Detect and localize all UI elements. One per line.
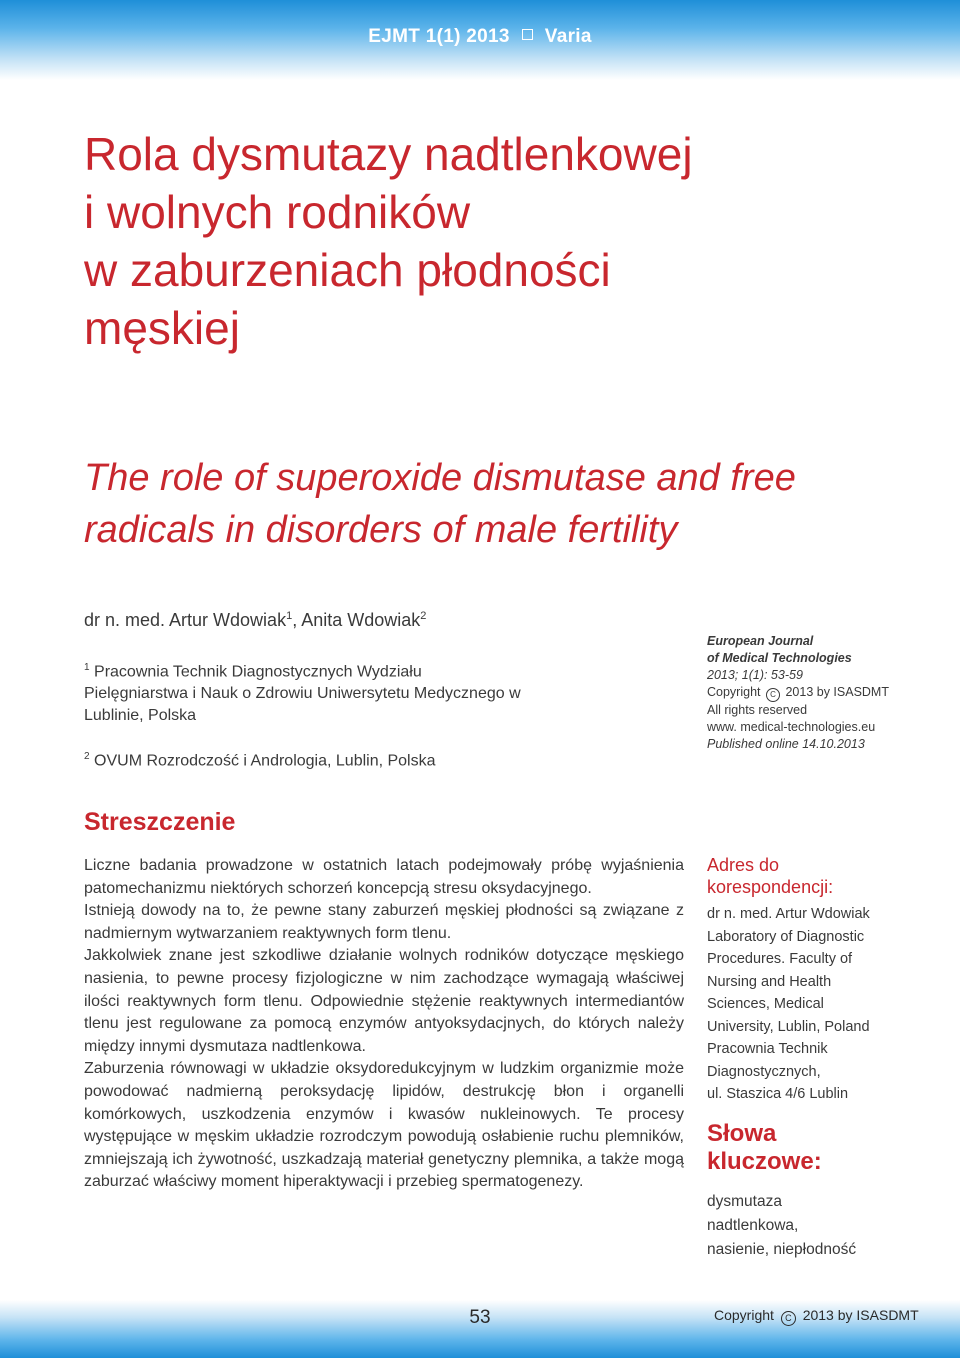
keyword-line: nadtlenkowa, xyxy=(707,1216,799,1234)
keywords-heading xyxy=(707,1120,907,1176)
section-name: Varia xyxy=(544,26,592,47)
keyword-line: nasienie, niepłodność xyxy=(707,1240,857,1258)
affiliation-2 xyxy=(84,751,436,770)
journal-issue: EJMT 1(1) 2013 xyxy=(368,26,510,47)
copyright-icon: C xyxy=(766,688,780,702)
article-subtitle xyxy=(84,452,904,556)
copyright-holder: 2013 by ISASDMT xyxy=(785,685,889,699)
abstract-paragraph: Jakkolwiek znane jest szkodliwe działanie wolnych rodników dotyczące męskiego nasienia, to pewne procesy fizjologiczne w nim zachodzące wymagają właściwej ilości reaktywnych form tlenu. Odpowiednie stężenie reaktywnych intermediantów tlenu jest regulowane za pomocą enzymów antyoksydacjnych, do których należy między innymi dysmutaza nadtlenkowa. xyxy=(84,947,684,1055)
affiliation-text: OVUM Rozrodczość i Andrologia, Lublin, Polska xyxy=(94,752,436,770)
address-line: Nursing and Health xyxy=(707,973,832,990)
address-line: University, Lublin, Poland xyxy=(707,1018,870,1035)
square-separator-icon xyxy=(522,29,533,40)
author-list xyxy=(84,610,426,631)
copyright-icon: C xyxy=(781,1311,796,1326)
copyright-holder: 2013 by ISASDMT xyxy=(802,1307,919,1323)
sidebar xyxy=(707,854,907,1262)
keywords-heading-line: kluczowe: xyxy=(707,1147,822,1175)
author-first: dr n. med. Artur Wdowiak xyxy=(84,610,287,630)
address-line: Pracownia Technik xyxy=(707,1041,828,1057)
copyright-word: Copyright xyxy=(707,685,761,699)
author-first-sup: 1 xyxy=(286,610,293,622)
correspondence-address xyxy=(707,903,907,1106)
address-line: Sciences, Medical xyxy=(707,996,824,1012)
abstract-body xyxy=(84,855,684,1194)
affiliation-number: 1 xyxy=(84,662,90,673)
affiliation-1 xyxy=(84,657,524,727)
address-line: dr n. med. Artur Wdowiak xyxy=(707,906,870,922)
abstract-paragraph: Istnieją dowody na to, że pewne stany zaburzeń męskiej płodności są związane z nadmiernym wytwarzaniem reaktywnych form tlenu. xyxy=(84,902,684,942)
address-line: Diagnostycznych, xyxy=(707,1063,821,1080)
journal-website: www. medical-technologies.eu xyxy=(707,720,876,734)
keywords-heading-line: Słowa xyxy=(707,1119,777,1147)
address-line: ul. Staszica 4/6 Lublin xyxy=(707,1086,849,1102)
copyright-word: Copyright xyxy=(714,1307,774,1323)
journal-citation: 2013; 1(1): 53-59 xyxy=(707,668,803,682)
author-second-sup: 2 xyxy=(420,610,427,622)
affiliation-text: Pracownia Technik Diagnostycznych Wydziału Pielęgniarstwa i Nauk o Zdrowiu Uniwersytetu Medycznego w Lublinie, Polska xyxy=(84,663,521,725)
journal-name-line: of Medical Technologies xyxy=(707,651,852,665)
address-line: Laboratory of Diagnostic xyxy=(707,928,865,945)
abstract-paragraph: Zaburzenia równowagi w układzie oksydoredukcyjnym w ludzkim organizmie może powodować nadmierną peroksydację lipidów, destrukcję błon i organelli komórkowych, uszkodzenia enzymów i kwasów nukleinowych. Te procesy występujące w męskim układzie rozrodczym powodują osłabienie ruchu plemników, zmniejszają ich żywotność, uszkadzają materiał genetyczny plemnika, a także mogą zaburzać właściwy moment hiperaktywacji i przebieg spermatogenezy. xyxy=(84,1060,684,1191)
article-title xyxy=(84,125,884,357)
author-second: , Anita Wdowiak xyxy=(292,610,421,630)
footer-copyright xyxy=(714,1307,919,1326)
subtitle-line: radicals in disorders of male fertility xyxy=(84,509,678,551)
keywords-list xyxy=(707,1190,907,1262)
correspondence-heading xyxy=(707,854,907,898)
abstract-heading: Streszczenie xyxy=(84,808,236,836)
subtitle-line: The role of superoxide dismutase and free xyxy=(84,457,796,499)
title-line: i wolnych rodników xyxy=(84,186,471,238)
correspondence-heading-line: korespondencji: xyxy=(707,877,834,897)
running-header xyxy=(0,26,960,48)
title-line: w zaburzeniach płodności xyxy=(84,244,611,296)
correspondence-heading-line: Adres do xyxy=(707,855,780,875)
journal-name-line: European Journal xyxy=(707,634,814,648)
journal-rights: All rights reserved xyxy=(707,703,808,717)
page-number: 53 xyxy=(469,1307,491,1328)
title-line: Rola dysmutazy nadtlenkowej xyxy=(84,128,693,180)
address-line: Procedures. Faculty of xyxy=(707,951,853,967)
affiliation-number: 2 xyxy=(84,751,90,762)
journal-published-date: Published online 14.10.2013 xyxy=(707,737,865,751)
journal-info xyxy=(707,633,937,753)
journal-copyright xyxy=(707,684,937,702)
title-line: męskiej xyxy=(84,302,240,354)
abstract-paragraph: Liczne badania prowadzone w ostatnich latach podejmowały próbę wyjaśnienia patomechanizmu niektórych schorzeń koncepcją stresu oksydacyjnego. xyxy=(84,857,684,897)
keyword-line: dysmutaza xyxy=(707,1192,782,1210)
